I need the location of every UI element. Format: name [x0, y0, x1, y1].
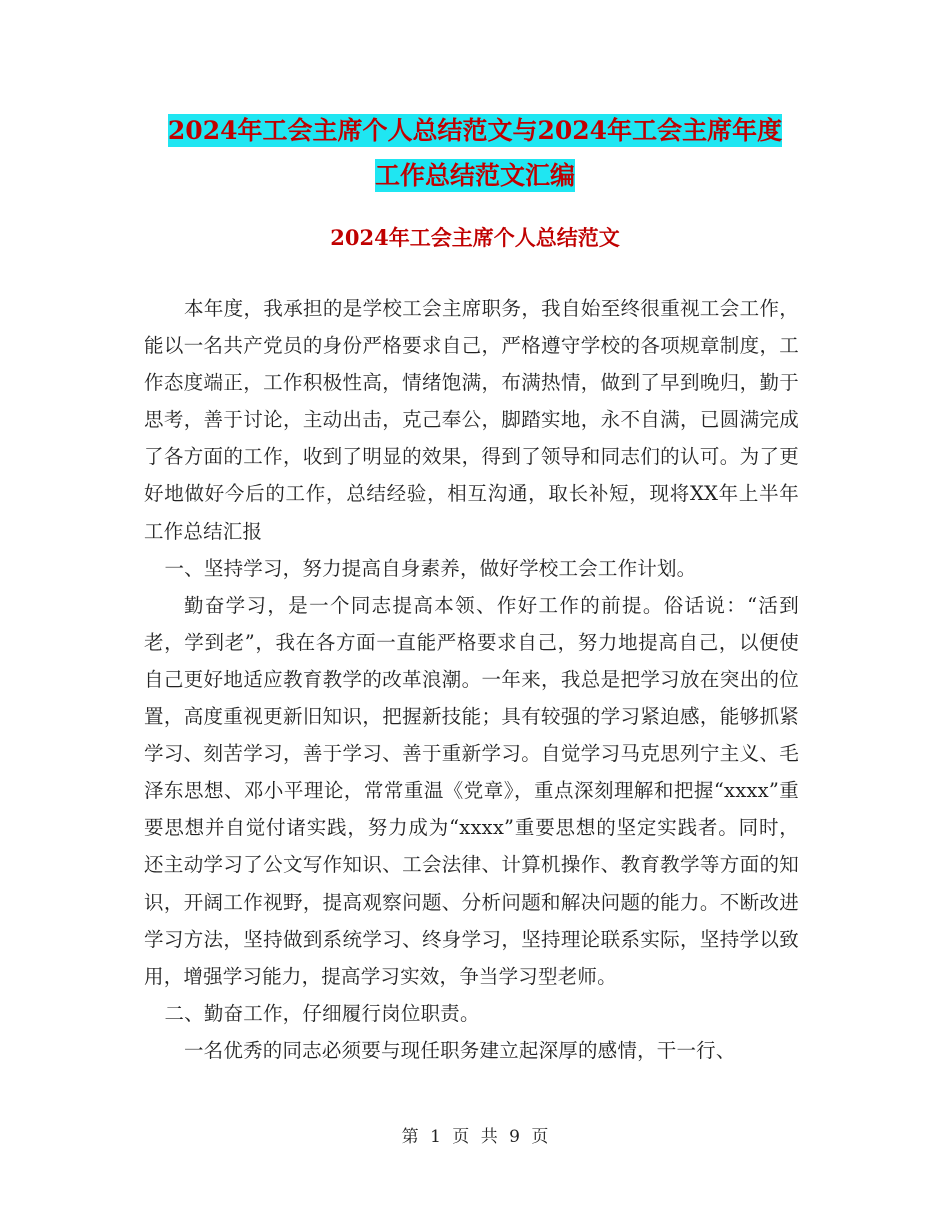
document-title-line-1 — [0, 106, 950, 156]
paragraph-intro: 本年度，我承担的是学校工会主席职务，我自始至终很重视工会工作，能以一名共产党员的身份严格要求自己，严格遵守学校的各项规章制度，工作态度端正，工作积极性高，情绪饱满，布满热情，做到了早到晚归，勤于思考，善于讨论，主动出击，克己奉公，脚踏实地，永不自满，已圆满完成了各方面的工作，收到了明显的效果，得到了领导和同志们的认可。为了更好地做好今后的工作，总结经验，相互沟通，取长补短，现将XX年上半年工作总结汇报 — [144, 297, 799, 543]
paragraph-work: 一名优秀的同志必须要与现任职务建立起深厚的感情，干一行、 — [183, 1038, 736, 1062]
title-highlight: 工作总结范文汇编 — [374, 161, 575, 190]
section-heading-1: 一、坚持学习，努力提高自身素养，做好学校工会工作计划。 — [164, 556, 697, 580]
paragraph-study: 勤奋学习，是一个同志提高本领、作好工作的前提。俗话说：“活到老，学到老”，我在各方面一直能严格要求自己，努力地提高自己，以便使自己更好地适应教育教学的改革浪潮。一年来，我总是把学习放在突出的位置，高度重视更新旧知识，把握新技能；具有较强的学习紧迫感，能够抓紧学习、刻苦学习，善于学习、善于重新学习。自觉学习马克思列宁主义、毛泽东思想、邓小平理论，常常重温《党章》，重点深刻理解和把握“xxxx”重要思想并自觉付诸实践，努力成为“xxxx”重要思想的坚定实践者。同时，还主动学习了公文写作知识、工会法律、计算机操作、教育教学等方面的知识，开阔工作视野，提高观察问题、分析问题和解决问题的能力。不断改进学习方法，坚持做到系统学习、终身学习，坚持理论联系实际，坚持学以致用，增强学习能力，提高学习实效，争当学习型老师。 — [144, 593, 799, 988]
document-title-line-2 — [0, 151, 950, 201]
section-heading-2: 二、勤奋工作，仔细履行岗位职责。 — [164, 1001, 480, 1025]
page-footer: 第 1 页 共 9 页 — [401, 1127, 549, 1147]
document-body — [144, 290, 799, 1069]
title-highlight: 2024年工会主席个人总结范文与2024年工会主席年度 — [167, 116, 783, 145]
section-title: 2024年工会主席个人总结范文 — [330, 225, 620, 250]
